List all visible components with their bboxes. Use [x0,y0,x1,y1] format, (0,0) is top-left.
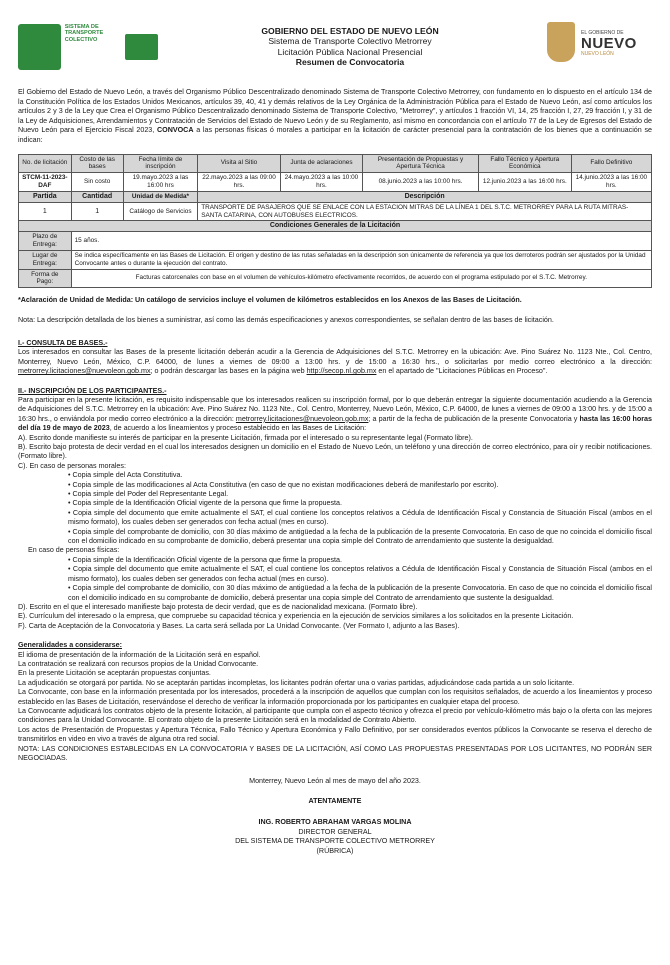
th-fallo-definitivo: Fallo Definitivo [571,154,651,173]
logo-text: SISTEMA DE TRANSPORTE COLECTIVO [64,24,104,43]
general-line: La Convocante, con base en la información presentada por los interesados, procederá a la inscripción de aquellos que cumplan con los requisitos señalados, de acuerdo a los lineamientos y proceso establecido en las Bases de Licitación, reservándose el derecho de verificar la información proporcionada por los participantes en cualquier etapa del proceso. [18,688,652,706]
signature-block [18,777,652,856]
th-unidad: Unidad de Medida* [123,191,198,202]
general-line: La adjudicación se otorgará por partida. No se aceptarán partidas incompletas, los licitantes podrán ofertar una o varias partidas, adjudicándose cada partida a un solo licitante. [18,678,575,687]
metro-emblem-icon [125,34,158,60]
th-presentacion: Presentación de Propuestas y Apertura Técnica [363,154,479,173]
general-line: Los actos de Presentación de Propuestas y Apertura Técnica, Fallo Técnico y Apertura Económica y Fallo Definitivo, por ser considerados eventos públicos la Convocante se reserva el derecho de transmitirlos en video en vivo a través de alguna otra red social. [18,725,652,744]
general-line: El idioma de presentación de la información de la Licitación será en español. [18,650,261,659]
req-d: D). Escrito en el que el interesado manifieste bajo protesta de decir verdad, que es de nacionalidad mexicana. (Formato libre). [18,602,418,611]
fisicas-item: • Copia simple de la Identificación Oficial vigente de la persona que firme la propuesta. [68,555,342,564]
title-government: GOBIERNO DEL ESTADO DE NUEVO LEÓN [261,26,439,36]
shield-icon [547,22,575,62]
metrorrey-logo [18,24,158,72]
td-fallo-tecnico: 12.junio.2023 a las 16:00 hrs. [478,173,571,192]
title-summary: Resumen de Convocatoria [295,57,405,68]
general-line: NOTA: LAS CONDICIONES ESTABLECIDAS EN LA CONVOCATORIA Y BASES DE LA LICITACIÓN, ASÍ COMO LAS PROPUESTAS PRESENTADAS POR LOS LICITANTES, NO PODRÁN SER NEGOCIADAS. [18,744,652,762]
th-cantidad: Cantidad [71,191,123,202]
logo-small-text: EL GOBIERNO DE [581,30,624,36]
td-cantidad: 1 [71,202,123,221]
header-title-block [168,26,532,68]
general-line: La Convocante adjudicará los contratos objeto de la presente licitación, al participante que cumpla con el aspecto técnico y ofrezca el precio por vehículo-kilómetro más bajo o la oferta con las mejores condiciones para la Unidad Convocante. El contrato objeto de la presente Licitación será en la modalidad de Contrato Abierto. [18,706,652,725]
fisicas-item: • Copia simple del documento que emite actualmente el SAT, el cual contiene los conceptos relativos a Cédula de Identificación Fiscal y Constancia de Situación Fiscal (ambos en el mismo formato), los cuales deben ser generados con fecha actual (mes en curso). [68,565,652,583]
td-costo: Sin costo [71,173,123,192]
cond-value-pago: Facturas catorcenales con base en el volumen de vehículos-kilómetro efectivamente recorridos, de acuerdo con el programa estipulado por el S.T.C. Metrorrey. [71,269,651,288]
section-generalidades [18,641,652,763]
email-link[interactable]: metrorrey.licitaciones@nuevoleon.gob.mx [18,367,151,376]
secop-link[interactable]: http://secop.nl.gob.mx [306,367,377,376]
cond-label-lugar: Lugar de Entrega: [19,250,72,269]
th-junta: Junta de aclaraciones [280,154,362,173]
td-visita: 22.mayo.2023 a las 09:00 hrs. [198,173,280,192]
generalidades-title: Generalidades a considerarse: [18,641,122,650]
morales-item: • Copia simple del Poder del Representante Legal. [68,490,229,499]
req-e: E). Currículum del interesado o la empresa, que compruebe su capacidad técnica y experiencia en la ejecución de servicios similares a los solicitados en la presente Licitación. [18,612,574,621]
section-2-title: II.- INSCRIPCIÓN DE LOS PARTICIPANTES.- [18,386,167,395]
th-fecha-limite: Fecha límite de inscripción [123,154,198,173]
rubrica: (RÚBRICA) [316,846,354,855]
signer-name: ING. ROBERTO ABRAHAM VARGAS MOLINA [258,818,412,827]
atentamente: ATENTAMENTE [308,796,362,805]
cond-label-pago: Forma de Pago: [19,269,72,288]
logo-big-text: NUEVO [581,35,637,52]
morales-list [18,471,652,546]
intro-paragraph: El Gobierno del Estado de Nuevo León, a través del Organismo Público Descentralizado denominado Sistema de Transporte Colectivo Metrorrey, con fundamento en lo dispuesto en el artículo 134 de la Constitución Política de los Estados Unidos Mexicanos, artículos 39, 40, 41 y demás relativos de la Ley Orgánica de la Administración Pública para el Estado de Nuevo León, así como artículos los artículos 2 y 3 de la Ley que Crea el Organismo Público Descentralizado denominado Sistema de Transporte Colectivo, "Metrorrey", y artículos 1 fracción VI, 14, 25 fracción I, 27, 29 fracción I, y 31 de la Ley de Adquisiciones, Arrendamientos y Contratación de Servicios del Estado de Nuevo León y de su Reglamento, así mismo en concordancia con el artículo 77 de la Ley de Egresos del Estado de Nuevo León para el Ejercicio Fiscal 2023, CONVOCA a las personas físicas ó morales a participar en la licitación de carácter presencial para la contratación de los bienes que a continuación se indican: [18,88,653,144]
morales-item: • Copia simple del comprobante de domicilio, con 30 días máximo de antigüedad a la fecha de la publicación de la presente Convocatoria. En caso de que no coincida el domicilio fiscal con el domicilio indicado en su comprobante de domicilio, deberá presentar una copia simple del Contrato de arrendamiento que sustente la desigualdad. [68,527,652,546]
fisicas-list [18,556,652,603]
req-a: A). Escrito donde manifieste su interés de participar en la presente Licitación, firmada por el interesado o su representante legal (Formato libre). [18,433,473,442]
morales-item: • Copia simple del Acta Constitutiva. [68,471,183,480]
fisicas-item: • Copia simple del comprobante de domicilio, con 30 días máximo de antigüedad a la fecha de la publicación de la presente Convocatoria. En caso de que no coincida el domicilio fiscal con el domicilio indicado en su comprobante de domicilio, deberá presentar una copia simple del Contrato de arrendamiento que sustente la desigualdad. [68,584,652,602]
section-2-body: Para participar en la presente licitación, es requisito indispensable que los interesados realicen su inscripción formal, por lo que deberán entregar la siguiente documentación acudiendo a la Gerencia de Adquisiciones del S.T.C. Metrorrey en la ubicación: Ave. Pino Suárez No. 1123 Nte., Col. Centro, Monterrey, Nuevo León, México, C.P. 64000, de lunes a viernes de 09:00 a 13:00 hrs. y de 15:00 a 16:30 hrs., o enviándola por medio correo electrónico a la dirección: metrorrey.licitaciones@nuevoleon.gob.mx; a partir de la fecha de publicación de la presente Convocatoria y hasta las 16:00 horas del día 19 de mayo de 2023, de acuerdo a los lineamientos y proceso establecido en las Bases de Licitación: [18,395,652,433]
td-unidad: Catálogo de Servicios [123,202,198,221]
nuevo-leon-logo [547,22,652,72]
cond-value-lugar: Se indica específicamente en las Bases de Licitación. El origen y destino de las rutas señaladas en la descripción son únicamente de referencia ya que los derroteros podrán ser ajustados por la Unidad Convocante antes o durante la ejecución del contrato. [71,250,651,269]
morales-item: • Copia simple de la Identificación Oficial vigente de la persona que firme la propuesta. [68,499,342,508]
cond-value-plazo: 15 años. [71,232,651,251]
logo-sub-text: NUEVO LEÓN [581,51,614,57]
td-junta: 24.mayo.2023 a las 10:00 hrs. [280,173,362,192]
note-descripcion: Nota: La descripción detallada de los bienes a suministrar, así como las demás especificaciones y anexos correspondientes, se señalan dentro de las bases de licitación. [18,315,554,324]
th-condiciones: Condiciones Generales de la Licitación [19,221,652,232]
th-fallo-tecnico: Fallo Técnico y Apertura Económica [478,154,571,173]
th-descripcion: Descripción [198,191,652,202]
general-line: En la presente Licitación se aceptarán propuestas conjuntas. [18,669,211,678]
td-licitacion: STCM-11-2023-DAF [19,173,72,192]
signer-role: DIRECTOR GENERAL [298,827,372,836]
td-partida: 1 [19,202,72,221]
fisicas-title: En caso de personas físicas: [28,546,120,555]
td-descripcion: TRANSPORTE DE PASAJEROS QUE SE ENLACE CON LA ESTACION MITRAS DE LA LÍNEA 1 DEL S.T.C. METRORREY PARA LA RUTA MITRAS-SANTA CATARINA, CON AUTOBUSES ELECTRICOS. [198,202,652,221]
email-link-2[interactable]: metrorrey.licitaciones@nuevoleon.gob.mx [235,414,369,423]
nl-emblem-icon [18,24,61,70]
req-b: B). Escrito bajo protesta de decir verdad en el cual los interesados designen un domicilio en el Estado de Nuevo León, un teléfono y una dirección de correo electrónico, para oír y recibir notificaciones. (Formato libre). [18,443,652,461]
req-c: C). En caso de personas morales: [18,461,126,470]
general-line: La contratación se realizará con recursos propios de la Unidad Convocante. [18,659,259,668]
note-unidad-medida: *Aclaración de Unidad de Medida: Un catálogo de servicios incluye el volumen de kilómetros establecidos en los Anexos de las Bases de Licitación. [18,296,522,305]
morales-item: • Copia simple de las modificaciones al Acta Constitutiva (en caso de que no existan modificaciones deberá de manifestarlo por escrito). [68,480,499,489]
req-f: F). Carta de Aceptación de la Convocatoria y Bases. La carta será sellada por La Unidad Convocante. (Ver Formato I, adjunto a las Bases). [18,621,460,630]
nuevo-leon-wordmark [581,30,637,57]
section-consulta-bases [18,339,652,377]
convocatoria-table [18,154,652,289]
header [18,18,652,82]
th-partida: Partida [19,191,72,202]
td-presentacion: 08.junio.2023 a las 10:00 hrs. [363,173,479,192]
section-1-body: Los interesados en consultar las Bases de la presente licitación deberán acudir a la Gerencia de Adquisiciones del S.T.C. Metrorrey en la ubicación: Ave. Pino Suárez No. 1123 Nte., Col. Centro, Monterrey, Nuevo León, México, C.P. 64000, de lunes a viernes de 09:00 a 13:00 hrs. y de 15:00 a 16:30 hrs., o solicitarlas por medio correo electrónico a la dirección: metrorrey.licitaciones@nuevoleon.gob.mx; o podrán descargar las bases en la página web http://secop.nl.gob.mx en el apartado de "Licitaciones Públicas en Proceso". [18,348,652,376]
td-fallo-definitivo: 14.junio.2023 a las 16:00 hrs. [571,173,651,192]
cond-label-plazo: Plazo de Entrega: [19,232,72,251]
title-licitation: Licitación Pública Nacional Presencial [277,46,423,57]
th-costo: Costo de las bases [71,154,123,173]
title-organism: Sistema de Transporte Colectivo Metrorrey [268,36,432,47]
th-licitacion: No. de licitación [19,154,72,173]
th-visita: Visita al Sitio [198,154,280,173]
section-inscripcion [18,387,652,632]
td-fecha-limite: 19.mayo.2023 a las 16:00 hrs [123,173,198,192]
section-1-title: I.- CONSULTA DE BASES.- [18,338,108,347]
place-date: Monterrey, Nuevo León al mes de mayo del año 2023. [249,777,421,786]
morales-item: • Copia simple del documento que emite actualmente el SAT, el cual contiene los conceptos relativos a Cédula de Identificación Fiscal y Constancia de Situación Fiscal (ambos en el mismo formato), los cuales deben ser generados con fecha actual (mes en curso). [68,508,652,527]
signer-organism: DEL SISTEMA DE TRANSPORTE COLECTIVO METRORREY [235,837,435,846]
